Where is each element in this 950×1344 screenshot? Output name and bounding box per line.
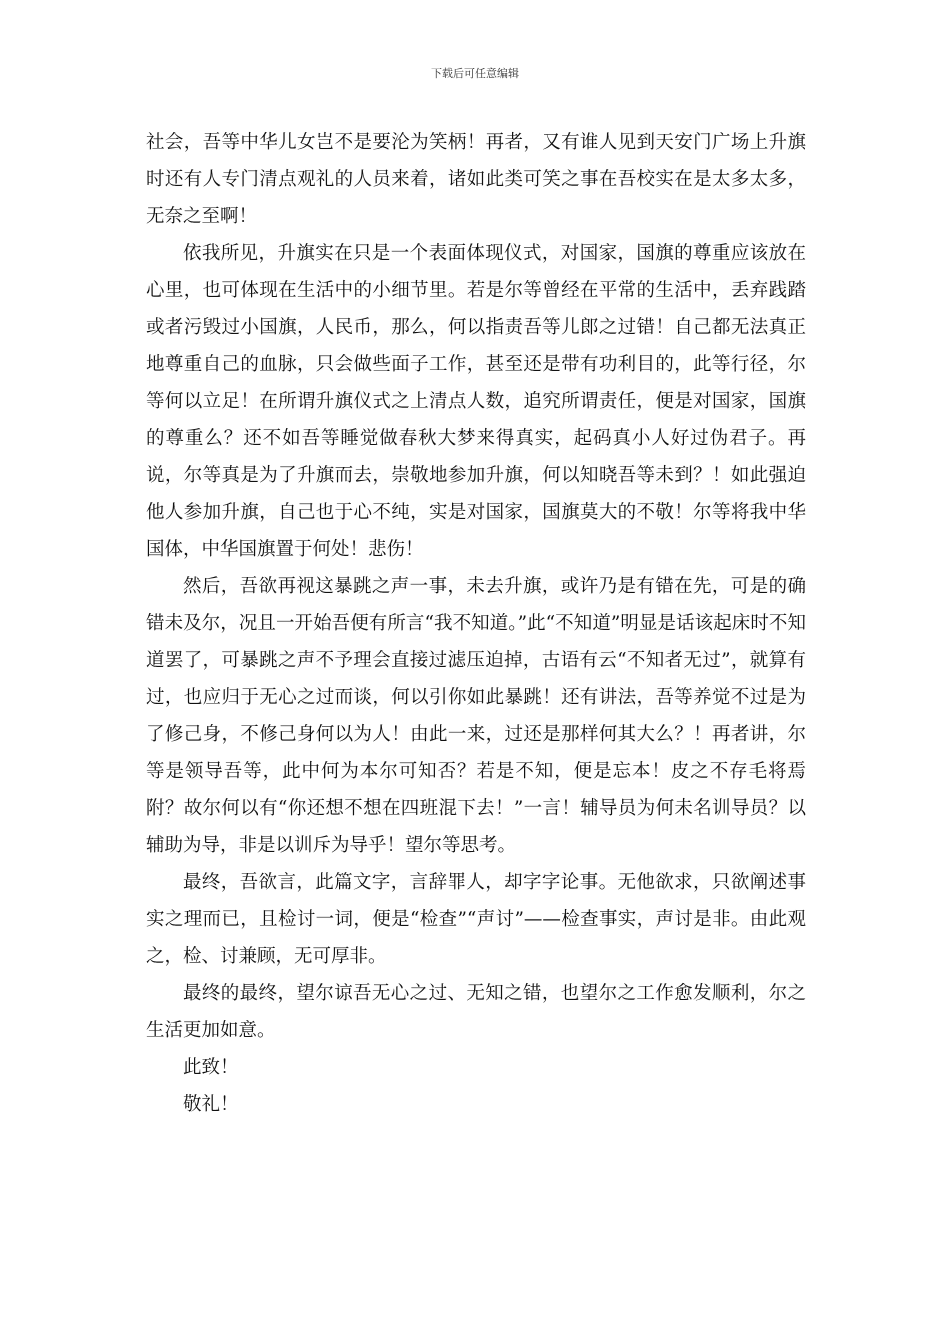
page-header: 下载后可任意编辑: [431, 67, 519, 80]
document-body: [146, 124, 806, 1123]
paragraph-5: 最终的最终，望尔谅吾无心之过、无知之错，也望尔之工作愈发顺利，尔之生活更加如意。: [146, 983, 806, 1041]
paragraph-4: 最终，吾欲言，此篇文字，言辞罪人，却字字论事。无他欲求，只欲阐述事实之理而已，且检讨一词，便是“检查”“声讨”——检查事实，声讨是非。由此观之，检、讨兼顾，无可厚非。: [146, 872, 806, 967]
closing-salutation: 此致！: [183, 1057, 239, 1078]
closing-regards: 敬礼！: [183, 1094, 239, 1115]
paragraph-2: 依我所见，升旗实在只是一个表面体现仪式，对国家，国旗的尊重应该放在心里，也可体现在生活中的小细节里。若是尔等曾经在平常的生活中，丢弃践踏或者污毁过小国旗，人民币，那么，何以指责吾等儿郎之过错！自己都无法真正地尊重自己的血脉，只会做些面子工作，甚至还是带有功利目的，此等行径，尔等何以立足！在所谓升旗仪式之上清点人数，追究所谓责任，便是对国家，国旗的尊重么？还不如吾等睡觉做春秋大梦来得真实，起码真小人好过伪君子。再说，尔等真是为了升旗而去，崇敬地参加升旗，何以知晓吾等未到？！如此强迫他人参加升旗，自己也于心不纯，实是对国家，国旗莫大的不敬！尔等将我中华国体，中华国旗置于何处！悲伤！: [146, 243, 806, 560]
paragraph-3: 然后，吾欲再视这暴跳之声一事，未去升旗，或许乃是有错在先，可是的确错未及尔，况且一开始吾便有所言“我不知道。”此“不知道”明显是话该起床时不知道罢了，可暴跳之声不予理会直接过滤压迫掉，古语有云“不知者无过”，就算有过，也应归于无心之过而谈，何以引你如此暴跳！还有讲法，吾等养觉不过是为了修己身，不修己身何以为人！由此一来，过还是那样何其大么？！再者讲，尔等是领导吾等，此中何为本尔可知否？若是不知，便是忘本！皮之不存毛将焉附？故尔何以有“你还想不想在四班混下去！”一言！辅导员为何未名训导员？以辅助为导，非是以训斥为导乎！望尔等思考。: [146, 576, 806, 856]
paragraph-1: 社会，吾等中华儿女岂不是要沦为笑柄！再者，又有谁人见到天安门广场上升旗时还有人专门清点观礼的人员来着，诸如此类可笑之事在吾校实在是太多太多，无奈之至啊！: [146, 132, 806, 227]
